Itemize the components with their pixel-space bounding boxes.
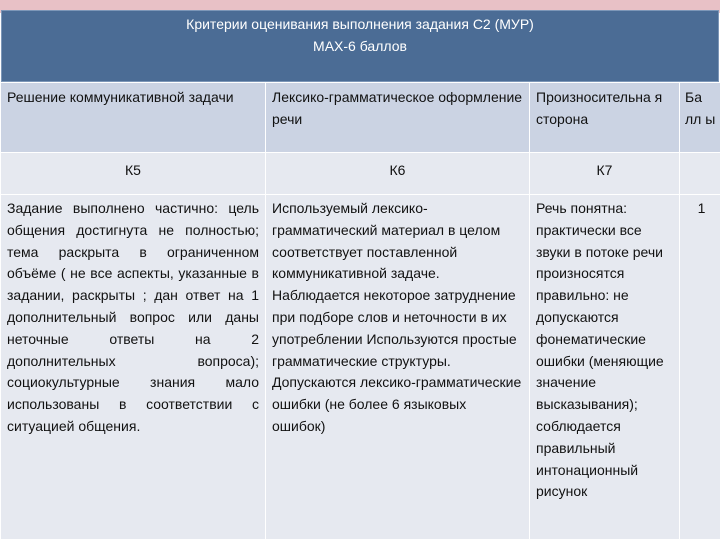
- slide-title: [0, 13, 720, 57]
- table-row: [1, 195, 720, 540]
- code-k7: К7: [530, 153, 680, 195]
- column-header-communicative-task: Решение коммуникативной задачи: [1, 83, 266, 153]
- cell-k7-description: Речь понятна: практически все звуки в потоке речи произносятся правильно: не допускаются фонематические ошибки (меняющие значение высказывания); соблюдается правильный интонационный рисунок: [530, 195, 680, 540]
- column-header-points: Ба лл ы: [680, 83, 720, 153]
- cell-k6-description: Используемый лексико-грамматический материал в целом соответствует поставленной коммуникативной задаче. Наблюдается некоторое затруднение при подборе слов и неточности в их употреблении Используются простые грамматические структуры. Допускаются лексико-грамматические ошибки (не более 6 языковых ошибок): [266, 195, 530, 540]
- cell-score: 1: [680, 195, 720, 540]
- column-header-lexical-grammatical: Лексико-грамматическое оформление речи: [266, 83, 530, 153]
- code-k5: К5: [1, 153, 266, 195]
- title-line-1: Критерии оценивания выполнения задания С2 (МУР): [186, 16, 534, 32]
- criteria-table: [0, 82, 720, 540]
- column-header-pronunciation: Произносительна я сторона: [530, 83, 680, 153]
- table-code-row: [1, 153, 720, 195]
- table-header-row: [1, 83, 720, 153]
- code-points: [680, 153, 720, 195]
- cell-k5-description: Задание выполнено частично: цель общения достигнута не полностью; тема раскрыта в ограниченном объёме ( не все аспекты, указанные в задании, раскрыты ; дан ответ на 1 дополнительный вопрос или даны неточные ответы на 2 дополнительных вопроса); социокультурные знания мало использованы в соответствии с ситуацией общения.: [1, 195, 266, 540]
- title-line-2: МАХ-6 баллов: [313, 38, 407, 54]
- code-k6: К6: [266, 153, 530, 195]
